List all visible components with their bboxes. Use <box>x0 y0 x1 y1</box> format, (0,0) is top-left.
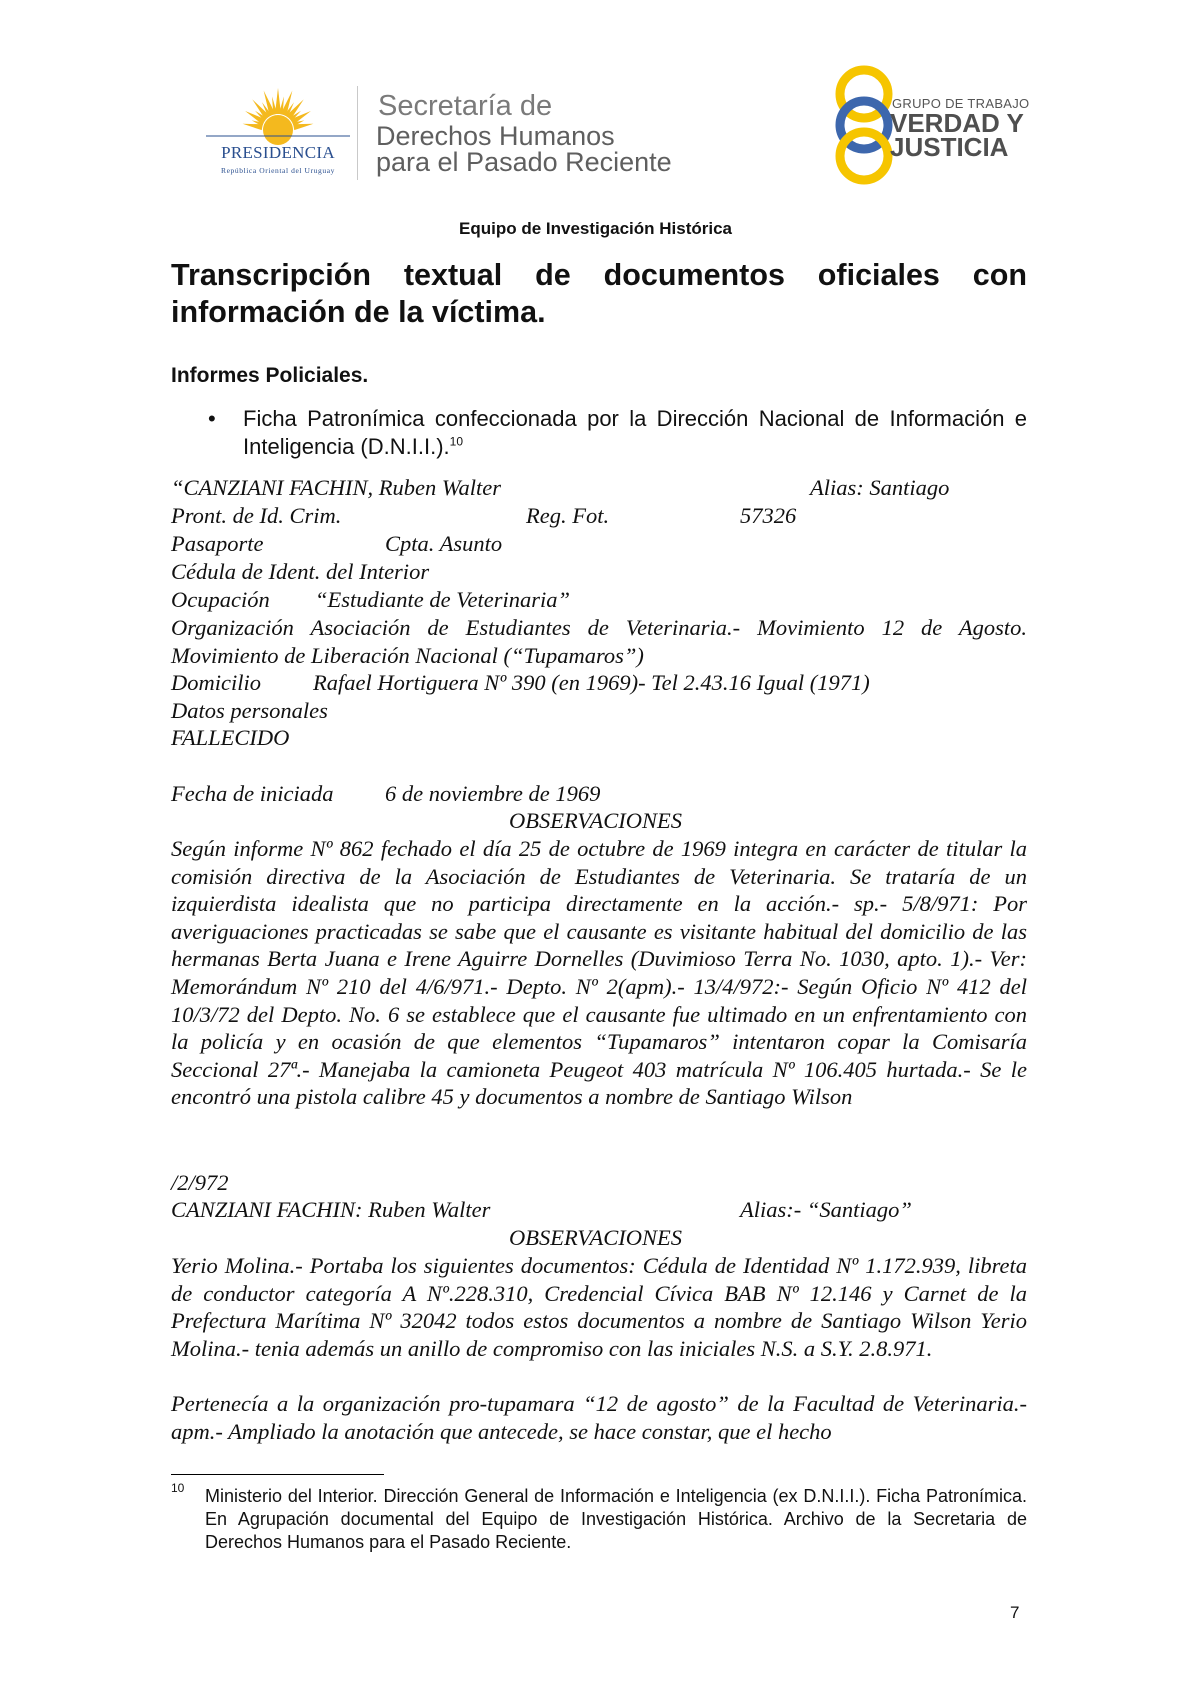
ficha2-observaciones-heading: OBSERVACIONES <box>509 1225 682 1250</box>
cedula-label: Cédula de Ident. del Interior <box>171 559 430 584</box>
ficha2-observaciones-text: Yerio Molina.- Portaba los siguientes documentos: Cédula de Identidad Nº 1.172.939, libreta de conductor categoría A Nº.228.310, Credencial Cívica BAB Nº 12.146 y Carnet de la Prefectura Marítima Nº 32042 todos estos documentos a nombre de Santiago Wilson Yerio Molina.- tenia además un anillo de compromiso con las iniciales N.S. a S.Y. 2.8.971. <box>171 1253 1027 1361</box>
fecha-iniciada-value: 6 de noviembre de 1969 <box>385 781 601 806</box>
header-divider <box>357 86 358 180</box>
organizacion-text: Organización Asociación de Estudiantes de Veterinaria.- Movimiento 12 de Agosto. Movimiento de Liberación Nacional (“Tupamaros”) <box>171 615 1027 668</box>
domicilio-label: Domicilio <box>171 670 261 695</box>
grupo-trabajo-label: GRUPO DE TRABAJO <box>892 96 1030 111</box>
presidencia-word: PRESIDENCIA <box>221 143 335 162</box>
ficha-alias: Alias: Santiago <box>810 475 950 500</box>
cpta-asunto-label: Cpta. Asunto <box>385 531 503 556</box>
datos-personales-label: Datos personales <box>171 698 328 723</box>
observaciones-heading: OBSERVACIONES <box>509 808 682 833</box>
ficha-name: “CANZIANI FACHIN, Ruben Walter <box>171 475 502 500</box>
ficha2-observaciones-text-cont: Pertenecía a la organización pro-tupamara “12 de agosto” de la Facultad de Veterinaria.- apm.- Ampliado la anotación que antecede, se hace constar, que el hecho <box>171 1391 1027 1444</box>
fallecido-label: FALLECIDO <box>171 725 290 750</box>
sun-emblem-icon <box>198 80 358 150</box>
secretaria-line3: para el Pasado Reciente <box>376 147 672 177</box>
observaciones-text: Según informe Nº 862 fechado el día 25 de octubre de 1969 integra en carácter de titular la comisión directiva de la Asociación de Estudiantes de Veterinaria. Se trataría de un izquierdista idealista que no participa directamente en la acción.- sp.- 5/8/971: Por averiguaciones practicadas se sabe que el causante es visitante habitual del domicilio de las hermanas Berta Juana e Irene Aguirre Dornelles (Duvimioso Terra No. 1030, apto. 1).- Ver: Memorándum Nº 210 del 4/6/971.- Depto. Nº 2(apm).- 13/4/972:- Según Oficio Nº 412 del 10/3/72 del Depto. No. 6 se establece que el causante fue ultimado en un enfrentamiento con la policía y en ocasión de que elementos “Tupamaros” intentaron copar la Comisaría Seccional 27ª.- Manejaba la camioneta Peugeot 403 matrícula Nº 106.405 hurtada.- Se le encontró una pistola calibre 45 y documentos a nombre de Santiago Wilson <box>171 836 1027 1110</box>
reg-fot-value: 57326 <box>740 503 797 528</box>
page-title: Transcripción textual de documentos oficiales con información de la víctima. <box>171 258 1027 329</box>
team-heading: Equipo de Investigación Histórica <box>459 219 732 238</box>
ocupacion-value: “Estudiante de Veterinaria” <box>315 587 570 612</box>
secretaria-line1: Secretaría de <box>378 90 553 122</box>
presidencia-logo <box>198 80 358 180</box>
justicia-label: JUSTICIA <box>890 132 1009 162</box>
footnote-number: 10 <box>171 1481 185 1495</box>
pasaporte-label: Pasaporte <box>171 531 264 556</box>
ficha2-name: CANZIANI FACHIN: Ruben Walter <box>171 1197 491 1222</box>
footnote-separator <box>171 1474 384 1475</box>
presidencia-subtitle: República Oriental del Uruguay <box>220 166 335 175</box>
verdad-label: VERDAD Y <box>890 108 1024 138</box>
bullet-text: Ficha Patronímica confeccionada por la Dirección Nacional de Información e Inteligencia (D.N.I.I.). <box>243 406 1027 459</box>
footnote-ref: 10 <box>449 434 463 449</box>
fecha-iniciada-label: Fecha de iniciada <box>171 781 334 806</box>
footnote-text: Ministerio del Interior. Dirección General de Información e Inteligencia (ex D.N.I.I.). Ficha Patronímica. En Agrupación documental del Equipo de Investigación Histórica. Archivo de la Secretaria de Derechos Humanos para el Pasado Reciente. <box>205 1486 1027 1552</box>
secretaria-line2: Derechos Humanos <box>376 121 615 151</box>
bullet-item <box>243 405 1027 461</box>
bullet-symbol: • <box>208 406 216 431</box>
reg-fot-label: Reg. Fot. <box>526 503 610 528</box>
ocupacion-label: Ocupación <box>171 587 270 612</box>
ficha2-alias: Alias:- “Santiago” <box>740 1197 912 1222</box>
page-number: 7 <box>1010 1603 1020 1622</box>
section-heading: Informes Policiales. <box>171 364 369 387</box>
pront-label: Pront. de Id. Crim. <box>171 503 342 528</box>
ficha2-date: /2/972 <box>171 1170 229 1195</box>
domicilio-value: Rafael Hortiguera Nº 390 (en 1969)- Tel 2.43.16 Igual (1971) <box>313 670 870 695</box>
